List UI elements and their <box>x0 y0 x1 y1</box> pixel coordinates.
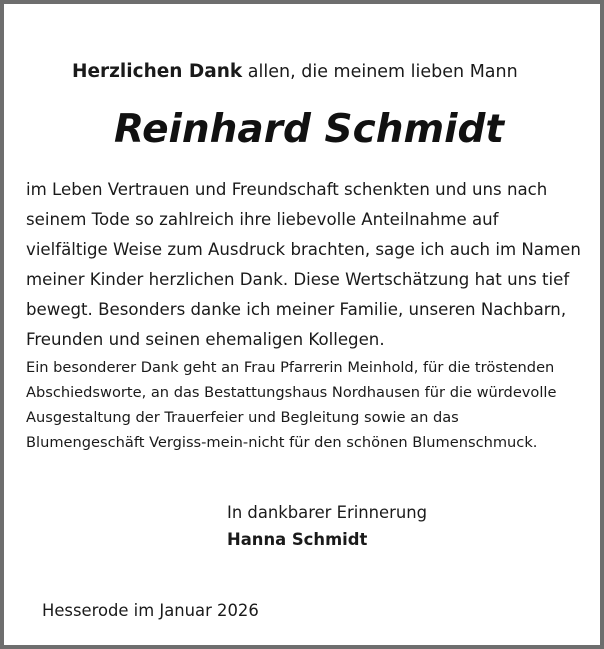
deceased-name: Reinhard Schmidt <box>114 107 505 152</box>
closing-regards: In dankbarer Erinnerung <box>227 503 428 522</box>
main-line: meiner Kinder herzlichen Dank. Diese Wertschätzung hat uns tief <box>26 270 570 289</box>
main-line: seinem Tode so zahlreich ihre liebevolle Anteilnahme auf <box>26 210 499 229</box>
opening-rest: allen, die meinem lieben Mann <box>247 62 518 82</box>
thanks-line: Ausgestaltung der Trauerfeier und Begleitung sowie an das <box>26 409 459 426</box>
opening-bold: Herzlichen Dank <box>72 61 243 82</box>
place-date: Hesserode im Januar 2026 <box>42 601 259 620</box>
main-line: bewegt. Besonders danke ich meiner Familie, unseren Nachbarn, <box>26 300 567 319</box>
main-line: im Leben Vertrauen und Freundschaft schenkten und uns nach <box>26 180 548 199</box>
main-line: Freunden und seinen ehemaligen Kollegen. <box>26 330 385 349</box>
main-paragraph <box>26 175 601 355</box>
main-line: vielfältige Weise zum Ausdruck brachten, sage ich auch im Namen <box>26 240 581 259</box>
closing-block <box>227 499 427 553</box>
special-thanks-paragraph <box>26 355 601 455</box>
signer-name: Hanna Schmidt <box>227 530 368 549</box>
opening-line <box>72 59 518 85</box>
thanks-line: Abschiedsworte, an das Bestattungshaus Nordhausen für die würdevolle <box>26 384 557 401</box>
thanks-line: Ein besonderer Dank geht an Frau Pfarrerin Meinhold, für die tröstenden <box>26 359 555 376</box>
thanks-line: Blumengeschäft Vergiss-mein-nicht für den schönen Blumenschmuck. <box>26 434 538 451</box>
